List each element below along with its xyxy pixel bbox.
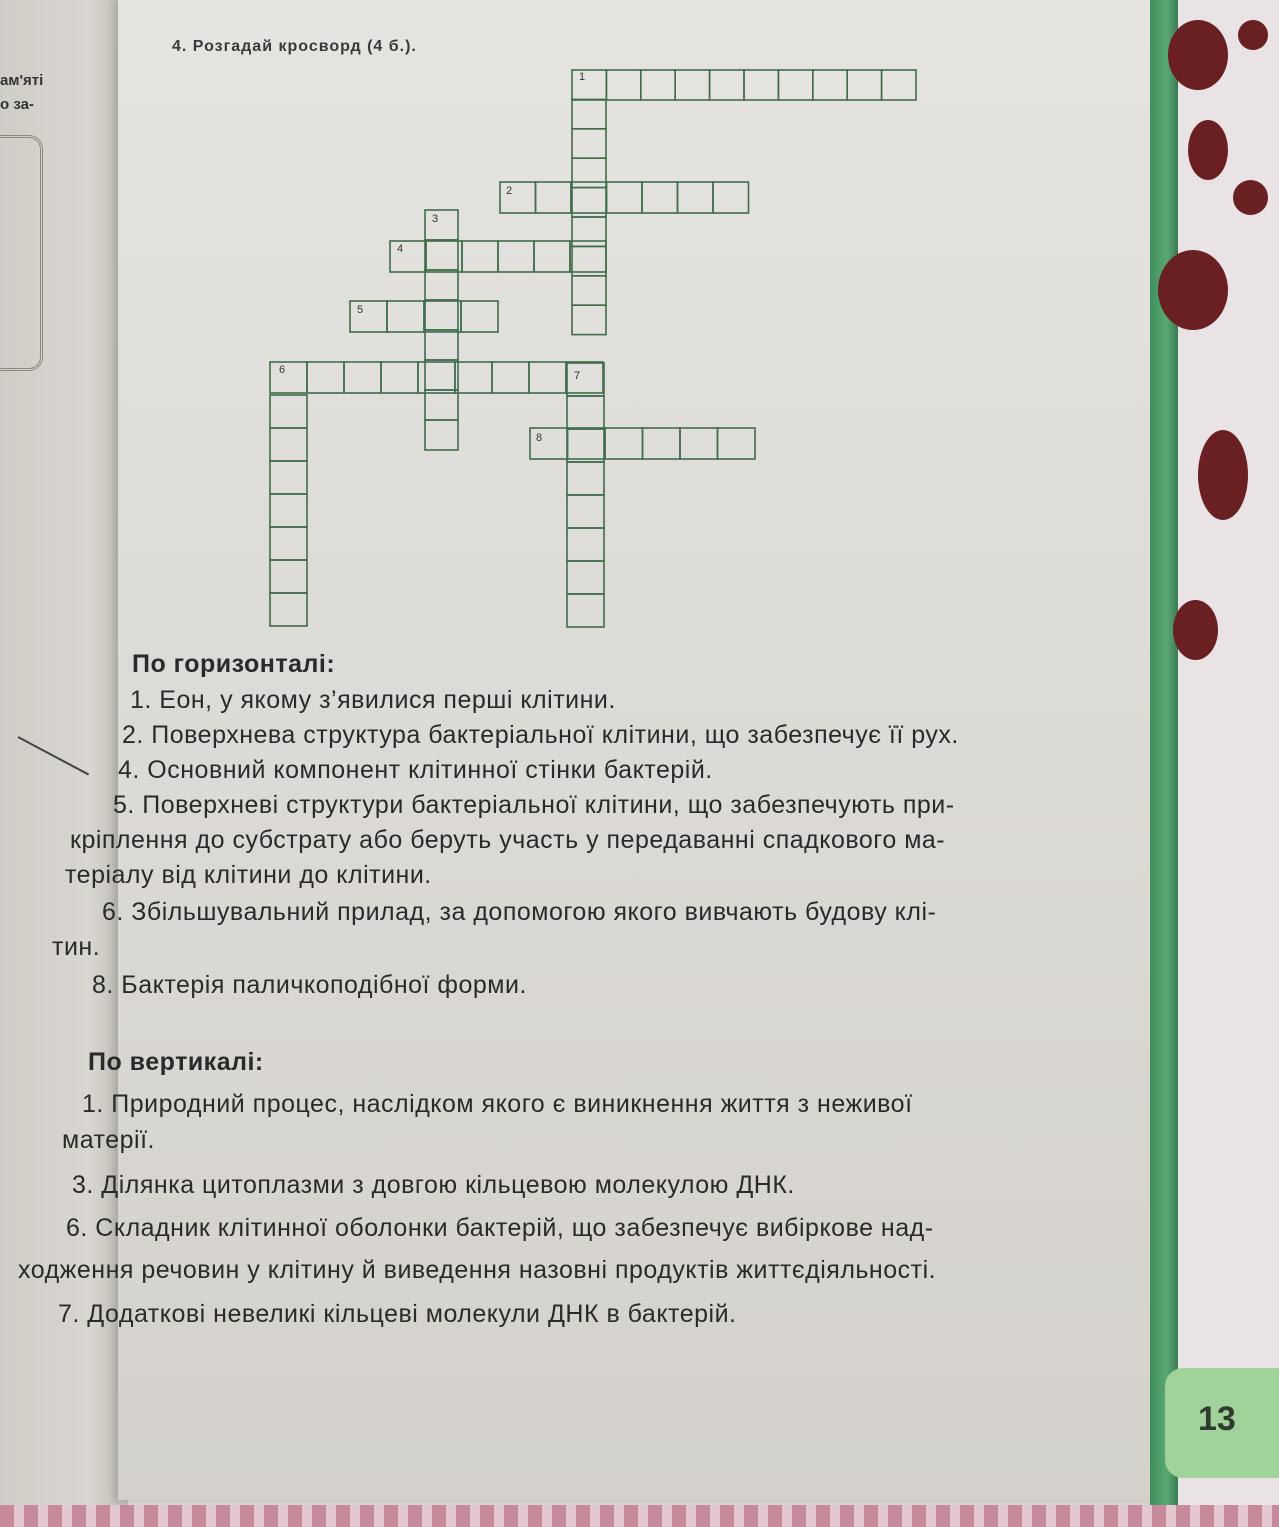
crossword-cell[interactable]: [605, 428, 643, 459]
crossword-cell[interactable]: [425, 420, 458, 450]
clue-line: ходження речовин у клітину й виведення назовні продуктів життєдіяльності.: [18, 1256, 937, 1284]
crossword-cell[interactable]: [567, 528, 604, 561]
crossword-cell[interactable]: [270, 362, 307, 393]
clue-line: кріплення до субстрату або беруть участь у передаванні спадкового ма-: [70, 826, 946, 854]
crossword-cell[interactable]: [350, 301, 387, 332]
crossword-cell[interactable]: [424, 301, 461, 332]
clue-line: тин.: [52, 933, 101, 961]
crossword-cell[interactable]: [641, 70, 675, 100]
crossword-cell[interactable]: [572, 70, 606, 100]
left-page-fragment: ам'яті: [0, 72, 44, 89]
crossword-cell[interactable]: [678, 182, 714, 213]
clue-line: 1. Природний процес, наслідком якого є виникнення життя з неживої: [82, 1090, 913, 1118]
crossword-cell[interactable]: [572, 158, 606, 187]
page-number: 13: [1198, 1400, 1236, 1438]
task-title: 4. Розгадай кросворд (4 б.).: [172, 38, 417, 55]
crossword-cell[interactable]: [567, 594, 604, 627]
crossword-cell[interactable]: [642, 182, 678, 213]
crossword-cell[interactable]: [462, 241, 498, 272]
vertical-heading: По вертикалі:: [88, 1048, 264, 1076]
crossword-cell[interactable]: [572, 305, 606, 334]
crossword-cell[interactable]: [461, 301, 498, 332]
crossword-cell[interactable]: [387, 301, 424, 332]
crossword-cell[interactable]: [390, 241, 426, 272]
crossword-cell[interactable]: [847, 70, 881, 100]
crossword-number: 6: [279, 364, 286, 376]
crossword-cell[interactable]: [572, 217, 606, 246]
crossword-number: 8: [536, 432, 543, 444]
crossword-cell[interactable]: [270, 593, 307, 626]
crossword-cell[interactable]: [492, 362, 529, 393]
crossword-cell[interactable]: [270, 395, 307, 428]
crossword-cell[interactable]: [425, 210, 458, 240]
crossword-cell[interactable]: [572, 99, 606, 128]
crossword-cell[interactable]: [606, 70, 640, 100]
horizontal-heading: По горизонталі:: [132, 650, 336, 678]
crossword-cell[interactable]: [567, 495, 604, 528]
crossword-cell[interactable]: [270, 560, 307, 593]
clue-line: 6. Складник клітинної оболонки бактерій, що забезпечує вибіркове над-: [66, 1214, 934, 1242]
left-page-fragment: о за-: [0, 96, 34, 113]
crossword-number: 1: [579, 71, 586, 83]
crossword-cell[interactable]: [536, 182, 572, 213]
crossword-cell[interactable]: [710, 70, 744, 100]
crossword-cell[interactable]: [643, 428, 681, 459]
bottom-fabric-strip: [0, 1505, 1279, 1527]
crossword-cell[interactable]: [680, 428, 718, 459]
clue-line: 7. Додаткові невеликі кільцеві молекули ДНК в бактерій.: [58, 1300, 737, 1328]
crossword-cell[interactable]: [344, 362, 381, 393]
crossword-cell[interactable]: [534, 241, 570, 272]
crossword-cell[interactable]: [607, 182, 643, 213]
clue-line: 6. Збільшувальний прилад, за допомогою якого вивчають будову клі-: [102, 898, 937, 926]
clue-line: 5. Поверхневі структури бактеріальної клітини, що забезпечують при-: [113, 791, 955, 819]
crossword-cell[interactable]: [307, 362, 344, 393]
crossword-cell[interactable]: [270, 494, 307, 527]
crossword-cell[interactable]: [425, 360, 458, 390]
crossword-cell[interactable]: [425, 270, 458, 300]
crossword-cell[interactable]: [425, 300, 458, 330]
crossword-cell[interactable]: [270, 461, 307, 494]
crossword-cell[interactable]: [568, 428, 606, 459]
clue-line: 2. Поверхнева структура бактеріальної клітини, що забезпечує її рух.: [122, 721, 959, 749]
crossword-cell[interactable]: [529, 362, 566, 393]
crossword-cell[interactable]: [567, 462, 604, 495]
clue-line: 4. Основний компонент клітинної стінки бактерій.: [118, 756, 713, 784]
clue-line: 3. Ділянка цитоплазми з довгою кільцевою молекулою ДНК.: [72, 1171, 795, 1199]
crossword-cell[interactable]: [882, 70, 916, 100]
crossword-cell[interactable]: [572, 129, 606, 158]
crossword-cell[interactable]: [713, 182, 749, 213]
crossword-cell[interactable]: [572, 276, 606, 305]
crossword-cell[interactable]: [675, 70, 709, 100]
crossword-cell[interactable]: [270, 428, 307, 461]
crossword-cell[interactable]: [425, 390, 458, 420]
crossword-cell[interactable]: [425, 240, 458, 270]
crossword-number: 3: [432, 213, 439, 225]
crossword-grid: [0, 0, 1279, 700]
crossword-cell[interactable]: [567, 429, 604, 462]
crossword-cell[interactable]: [571, 182, 607, 213]
crossword-cell[interactable]: [455, 362, 492, 393]
crossword-cell[interactable]: [426, 241, 462, 272]
crossword-cell[interactable]: [744, 70, 778, 100]
crossword-cell[interactable]: [778, 70, 812, 100]
crossword-cell[interactable]: [418, 362, 455, 393]
crossword-number: 2: [506, 185, 513, 197]
crossword-cell[interactable]: [567, 363, 604, 396]
crossword-cell[interactable]: [425, 330, 458, 360]
crossword-cell[interactable]: [270, 527, 307, 560]
clue-line: 1. Еон, у якому з’явилися перші клітини.: [130, 686, 616, 714]
crossword-cell[interactable]: [718, 428, 756, 459]
crossword-cell[interactable]: [567, 561, 604, 594]
crossword-cell[interactable]: [813, 70, 847, 100]
crossword-number: 4: [397, 243, 404, 255]
crossword-cell[interactable]: [567, 396, 604, 429]
clue-line: матерії.: [62, 1126, 155, 1154]
crossword-number: 5: [357, 304, 364, 316]
crossword-cell[interactable]: [566, 362, 603, 393]
crossword-number: 7: [574, 370, 581, 382]
crossword-cell[interactable]: [498, 241, 534, 272]
clue-line: 8. Бактерія паличкоподібної форми.: [92, 971, 527, 999]
clue-line: теріалу від клітини до клітини.: [65, 861, 432, 889]
crossword-cell[interactable]: [381, 362, 418, 393]
